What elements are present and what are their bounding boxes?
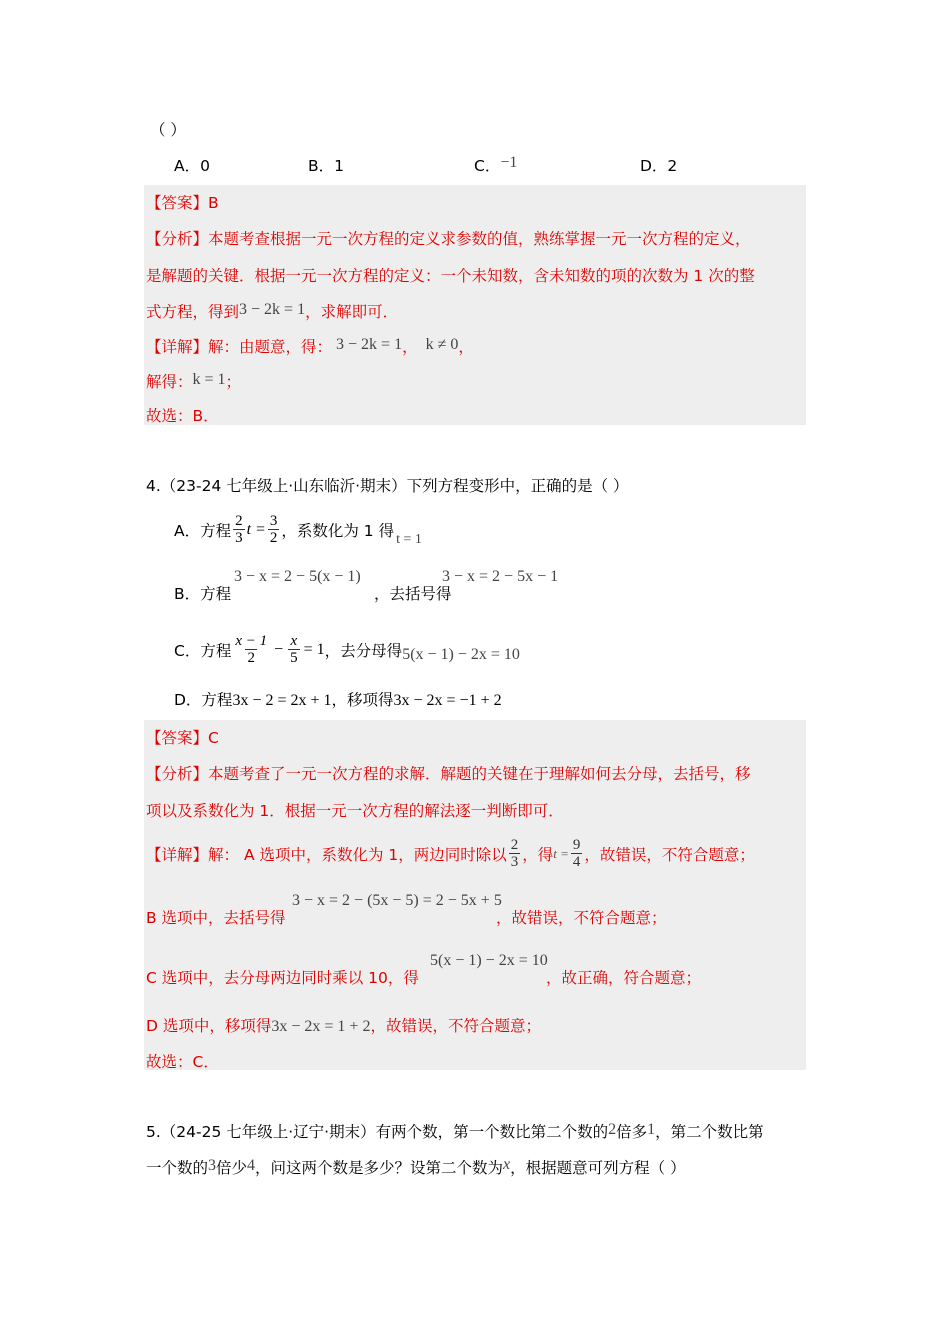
q3-answer-value: B bbox=[208, 194, 219, 212]
q5-line2-text2: 倍少 bbox=[216, 1159, 248, 1177]
q4-option-a-frac2 bbox=[268, 514, 280, 546]
q3-answer-tag: 【答案】 bbox=[146, 194, 209, 212]
q3-detail-tag: 【详解】 bbox=[146, 338, 209, 356]
q5-line1-text3: ，第二个数比第 bbox=[655, 1123, 764, 1141]
q4-detail-line bbox=[146, 832, 755, 876]
frac-den: 5 bbox=[290, 650, 298, 666]
q4-option-a-math: t = 1 bbox=[396, 532, 422, 547]
q4-option-c-minus: − bbox=[274, 641, 284, 658]
q3-option-d: D．2 bbox=[640, 157, 678, 175]
q3-solve-math: k = 1 bbox=[192, 371, 226, 388]
q4-answer-value: C bbox=[208, 729, 219, 747]
q3-option-b: B．1 bbox=[308, 157, 344, 175]
q3-analysis-line3 bbox=[146, 300, 398, 322]
q4-option-c bbox=[174, 626, 520, 674]
q4-option-a-mid: t = bbox=[246, 521, 266, 538]
q3-analysis-tag: 【分析】 bbox=[146, 230, 209, 248]
q4-option-c-label: C．方程 bbox=[174, 642, 232, 660]
q4-option-b-label: B．方程 bbox=[174, 585, 232, 603]
frac-den: 3 bbox=[235, 530, 243, 546]
q4-detail-frac2 bbox=[571, 838, 583, 870]
q4-line-c-end: ，故正确，符合题意； bbox=[546, 969, 702, 987]
q4-option-d bbox=[174, 688, 502, 710]
q4-detail-t: t = bbox=[553, 846, 569, 861]
q5-line2-math3: x bbox=[503, 1156, 511, 1173]
q4-line-d-math: 3x − 2x = 1 + 2 bbox=[271, 1018, 371, 1035]
q3-detail-math1: 3 − 2k = 1 bbox=[336, 336, 403, 353]
q4-analysis-text1: 本题考查了一元一次方程的求解．解题的关键在于理解如何去分母，去括号，移 bbox=[208, 765, 751, 783]
frac-den: 4 bbox=[572, 854, 581, 870]
q4-line-b-text: B 选项中，去括号得 bbox=[146, 909, 286, 927]
q4-detail-text: 解： A 选项中，系数化为 1，两边同时除以 bbox=[208, 846, 507, 864]
frac-num: 3 bbox=[269, 513, 278, 529]
q4-answer bbox=[146, 726, 219, 748]
q4-line-c-math: 5(x − 1) − 2x = 10 bbox=[430, 952, 548, 969]
q3-solve-end: ； bbox=[225, 373, 242, 391]
q3-detail-line bbox=[146, 335, 474, 357]
q3-answer bbox=[146, 191, 219, 213]
q3-solve-text: 解得： bbox=[146, 373, 193, 391]
q4-detail-text3: ，故错误，不符合题意； bbox=[584, 846, 755, 864]
q4-option-a-text: ，系数化为 1 得 bbox=[281, 522, 395, 540]
q4-analysis-tag: 【分析】 bbox=[146, 765, 209, 783]
q5-line1-text2: 倍多 bbox=[616, 1123, 648, 1141]
q3-analysis-text3b: ，求解即可． bbox=[305, 303, 399, 321]
q3-option-c-label: C． bbox=[474, 157, 501, 175]
q4-option-b-math2: 3 − x = 2 − 5x − 1 bbox=[442, 568, 559, 585]
q4-answer-tag: 【答案】 bbox=[146, 729, 209, 747]
q4-option-a bbox=[174, 508, 422, 552]
q4-line-c bbox=[146, 950, 746, 990]
q4-stem: 4.（23-24 七年级上·山东临沂·期末）下列方程变形中，正确的是（ ） bbox=[146, 477, 629, 495]
q3-answer-paren: （ ） bbox=[150, 121, 186, 139]
q3-choose: 故选：B． bbox=[146, 407, 219, 425]
q4-option-d-label: D．方程 bbox=[174, 691, 233, 709]
q4-line-c-text: C 选项中，去分母两边同时乘以 10，得 bbox=[146, 969, 419, 987]
q5-line2-text: 一个数的 bbox=[146, 1159, 209, 1177]
q3-detail-text: 解：由题意，得： bbox=[208, 338, 333, 356]
frac-den: 3 bbox=[510, 854, 519, 870]
q4-option-c-frac2 bbox=[288, 634, 300, 666]
frac-num: 9 bbox=[572, 837, 581, 853]
q5-line1-text: 5.（24-25 七年级上·辽宁·期末）有两个数，第一个数比第二个数的 bbox=[146, 1123, 609, 1141]
q4-option-d-math1: 3x − 2 = 2x + 1 bbox=[232, 692, 332, 709]
q4-detail-text2: ，得 bbox=[522, 846, 554, 864]
q3-analysis-line2: 是解题的关键．根据一元一次方程的定义：一个未知数，含未知数的项的次数为 1 次的整 bbox=[146, 267, 755, 285]
q4-detail-tag: 【详解】 bbox=[146, 846, 209, 864]
frac-num: x bbox=[290, 633, 298, 649]
q5-line2-math2: 4 bbox=[247, 1157, 256, 1174]
q3-detail-math2: k ≠ 0 bbox=[425, 336, 459, 353]
frac-den: 2 bbox=[269, 530, 278, 546]
q3-analysis-math: 3 − 2k = 1 bbox=[239, 301, 306, 318]
q4-option-b-text: ，去括号得 bbox=[374, 585, 452, 603]
q4-option-c-frac1 bbox=[233, 634, 269, 666]
q5-stem-line1 bbox=[146, 1120, 764, 1142]
frac-num: 2 bbox=[235, 513, 243, 529]
q4-option-c-math: 5(x − 1) − 2x = 10 bbox=[402, 646, 520, 663]
q4-detail-frac1 bbox=[509, 838, 521, 870]
q3-analysis-line1 bbox=[146, 227, 751, 249]
q3-solve-line bbox=[146, 370, 241, 392]
q4-option-c-text: ，去分母得 bbox=[324, 642, 403, 660]
q5-line2-text3: ，问这两个数是多少？设第二个数为 bbox=[255, 1159, 504, 1177]
q4-option-d-text: ，移项得 bbox=[331, 691, 394, 709]
q4-option-a-label: A．方程 bbox=[174, 522, 232, 540]
q5-line1-math1: 2 bbox=[608, 1121, 617, 1138]
q5-line2-text4: ，根据题意可列方程（ ） bbox=[510, 1159, 686, 1177]
q4-analysis-line1 bbox=[146, 762, 751, 784]
q4-line-b-end: ，故错误，不符合题意； bbox=[496, 909, 667, 927]
q5-line1-math2: 1 bbox=[647, 1121, 656, 1138]
q4-option-a-frac1 bbox=[233, 514, 245, 546]
q4-line-b-math: 3 − x = 2 − (5x − 5) = 2 − 5x + 5 bbox=[292, 892, 502, 909]
frac-num: x − 1 bbox=[235, 633, 268, 649]
q4-option-b-math1: 3 − x = 2 − 5(x − 1) bbox=[234, 568, 361, 585]
q4-option-c-eq: = 1 bbox=[303, 641, 325, 658]
q4-line-d-end: ，故错误，不符合题意； bbox=[370, 1017, 541, 1035]
q4-analysis-line2: 项以及系数化为 1．根据一元一次方程的解法逐一判断即可． bbox=[146, 802, 564, 820]
q3-option-c-math: −1 bbox=[500, 154, 518, 171]
q3-option-c bbox=[474, 154, 517, 176]
q3-analysis-text1: 本题考查根据一元一次方程的定义求参数的值，熟练掌握一元一次方程的定义， bbox=[208, 230, 751, 248]
q5-line2-math1: 3 bbox=[208, 1157, 217, 1174]
q4-line-d-text: D 选项中，移项得 bbox=[146, 1017, 272, 1035]
q4-choose: 故选：C． bbox=[146, 1053, 219, 1071]
q3-analysis-text3a: 式方程，得到 bbox=[146, 303, 240, 321]
frac-num: 2 bbox=[510, 837, 519, 853]
q5-stem-line2 bbox=[146, 1156, 686, 1178]
q4-line-b bbox=[146, 890, 746, 930]
q3-detail-comma2: ， bbox=[458, 338, 474, 356]
q4-line-d bbox=[146, 1014, 541, 1036]
q3-detail-comma1: ， bbox=[402, 338, 418, 356]
q3-option-a: A．0 bbox=[174, 157, 210, 175]
frac-den: 2 bbox=[247, 650, 255, 666]
q4-option-d-math2: 3x − 2x = −1 + 2 bbox=[393, 692, 502, 709]
